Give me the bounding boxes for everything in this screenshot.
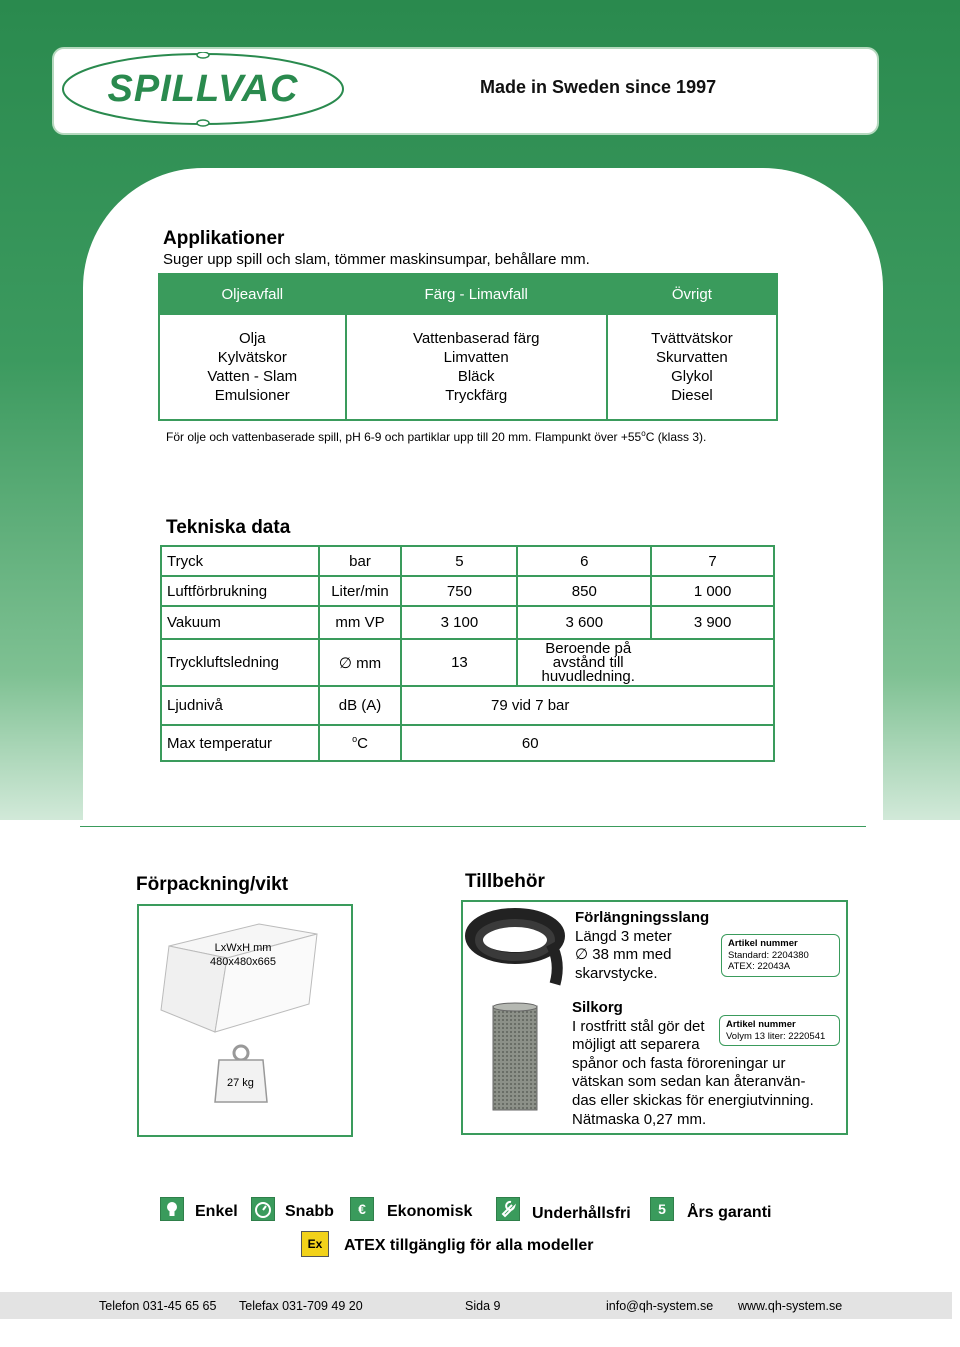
- list-item: Vattenbaserad färg: [412, 330, 540, 347]
- feature-label: Underhållsfri: [532, 1205, 631, 1222]
- hose-text: [575, 909, 709, 983]
- hose-image: [463, 904, 573, 992]
- atex-label: ATEX tillgänglig för alla modeller: [344, 1237, 594, 1254]
- table-row: [161, 546, 774, 576]
- tagline: Made in Sweden since 1997: [480, 77, 717, 97]
- list-item: Limvatten: [443, 349, 509, 366]
- row-value: 13: [401, 639, 517, 686]
- row-value: 6: [517, 546, 651, 576]
- list-item: Vatten - Slam: [207, 368, 298, 385]
- row-unit: bar: [319, 546, 402, 576]
- list-item: Emulsioner: [214, 387, 290, 404]
- applications-note: För olje och vattenbaserade spill, pH 6-9 och partiklar upp till 20 mm. Flampunkt över $+55^oC$ (klass 3).: [166, 429, 707, 444]
- strainer-line: vätskan som sedan kan återanvän-: [572, 1073, 806, 1091]
- strainer-line: Nätmaska 0,27 mm.: [572, 1110, 707, 1128]
- row-value: 3 600: [517, 606, 651, 639]
- list-item: Bläck: [457, 368, 495, 385]
- list-item: Tvättvätskor: [651, 330, 733, 347]
- table-row: [161, 606, 774, 639]
- strainer-name: Silkorg: [572, 999, 623, 1016]
- footer-fax: Telefax 031-709 49 20: [239, 1299, 363, 1313]
- accessories-box: [461, 900, 848, 1135]
- technical-title: Tekniska data: [166, 517, 291, 538]
- row-unit: dB (A): [319, 686, 402, 725]
- packaging-title: Förpackning/vikt: [136, 874, 289, 895]
- app-col-cell: [159, 314, 346, 420]
- row-unit: $^o$C: [319, 725, 402, 761]
- hose-line: Längd 3 meter: [575, 927, 672, 945]
- strainer-line: spånor och fasta föroreningar ur: [572, 1054, 786, 1072]
- row-unit: Liter/min: [319, 576, 402, 606]
- row-label: Max temperatur: [161, 725, 319, 761]
- row-note: Beroende på avstånd till huvudledning.: [517, 639, 774, 686]
- list-item: Diesel: [671, 387, 713, 404]
- article-line: ATEX: 22043A: [728, 961, 791, 972]
- row-value: 5: [401, 546, 517, 576]
- row-value: 3 100: [401, 606, 517, 639]
- list-item: Tryckfärg: [445, 387, 508, 404]
- table-row: [161, 725, 774, 761]
- footer: [0, 1292, 952, 1319]
- app-col-header: Oljeavfall: [159, 274, 346, 314]
- hose-name: Förlängningsslang: [575, 909, 710, 926]
- app-col-header: Färg - Limavfall: [346, 274, 607, 314]
- footer-phone: Telefon 031-45 65 65: [99, 1299, 217, 1313]
- applications-section: [163, 228, 590, 268]
- row-label: Tryckluftsledning: [161, 639, 319, 686]
- stopwatch-icon: [251, 1197, 275, 1221]
- dims-label: LxWxH mm: [214, 942, 272, 954]
- strainer-line: I rostfritt stål gör det: [572, 1017, 705, 1035]
- box-dims: [139, 941, 347, 969]
- article-line: Standard: 2204380: [728, 949, 809, 961]
- app-col-cell: [346, 314, 607, 420]
- table-row: [161, 576, 774, 606]
- applications-table: [158, 273, 778, 421]
- hose-line: skarvstycke.: [575, 964, 658, 982]
- feature-label: Års garanti: [687, 1204, 772, 1221]
- atex-icon: Ex: [301, 1231, 329, 1257]
- logo-text: SPILLVAC: [107, 68, 299, 110]
- list-item: Skurvatten: [656, 349, 728, 366]
- article-title: Artikel nummer: [728, 938, 798, 949]
- hose-article-box: [721, 934, 840, 977]
- row-label: Ljudnivå: [161, 686, 319, 725]
- feature-label: Enkel: [195, 1203, 238, 1220]
- spillvac-logo: [58, 52, 348, 127]
- list-item: Olja: [238, 330, 266, 347]
- list-item: Glykol: [671, 368, 713, 385]
- article-title: Artikel nummer: [726, 1019, 796, 1030]
- wrench-icon: [496, 1197, 520, 1221]
- table-row: [161, 639, 774, 686]
- technical-table: [160, 545, 775, 762]
- row-value: 7: [651, 546, 774, 576]
- row-value: 3 900: [651, 606, 774, 639]
- row-value: 850: [517, 576, 651, 606]
- table-row: [161, 686, 774, 725]
- app-col-cell: [607, 314, 777, 420]
- row-unit: ∅ mm: [319, 639, 402, 686]
- list-item: Kylvätskor: [217, 349, 287, 366]
- row-label: Tryck: [161, 546, 319, 576]
- app-col-header: Övrigt: [607, 274, 777, 314]
- row-value: 1 000: [651, 576, 774, 606]
- strainer-image: [485, 1002, 545, 1114]
- five-icon: 5: [650, 1197, 674, 1221]
- weight-label: 27 kg: [227, 1077, 254, 1089]
- weight-icon: [211, 1044, 271, 1106]
- row-value: 750: [401, 576, 517, 606]
- applications-subtitle: Suger upp spill och slam, tömmer maskinsumpar, behållare mm.: [163, 251, 590, 268]
- strainer-line: das eller skickas för energiutvinning.: [572, 1091, 814, 1109]
- hose-line: ∅ 38 mm med: [575, 946, 672, 963]
- bulb-icon: [160, 1197, 184, 1221]
- feature-label: Ekonomisk: [387, 1203, 473, 1220]
- row-unit: mm VP: [319, 606, 402, 639]
- footer-page: Sida 9: [465, 1299, 501, 1313]
- packaging-box: [137, 904, 353, 1137]
- feature-label: Snabb: [285, 1203, 334, 1220]
- row-label: Luftförbrukning: [161, 576, 319, 606]
- euro-icon: €: [350, 1197, 374, 1221]
- dims-value: 480x480x665: [209, 956, 277, 968]
- article-line: Volym 13 liter: 2220541: [726, 1030, 826, 1042]
- divider: [80, 826, 866, 827]
- row-label: Vakuum: [161, 606, 319, 639]
- row-value: 60: [401, 725, 774, 761]
- applications-title: Applikationer: [163, 228, 285, 249]
- footer-web[interactable]: www.qh-system.se: [738, 1299, 843, 1313]
- strainer-article-box: [719, 1015, 840, 1046]
- row-value: 79 vid 7 bar: [401, 686, 774, 725]
- footer-email[interactable]: info@qh-system.se: [606, 1299, 714, 1313]
- accessories-title: Tillbehör: [465, 871, 545, 892]
- strainer-line: möjligt att separera: [572, 1036, 700, 1054]
